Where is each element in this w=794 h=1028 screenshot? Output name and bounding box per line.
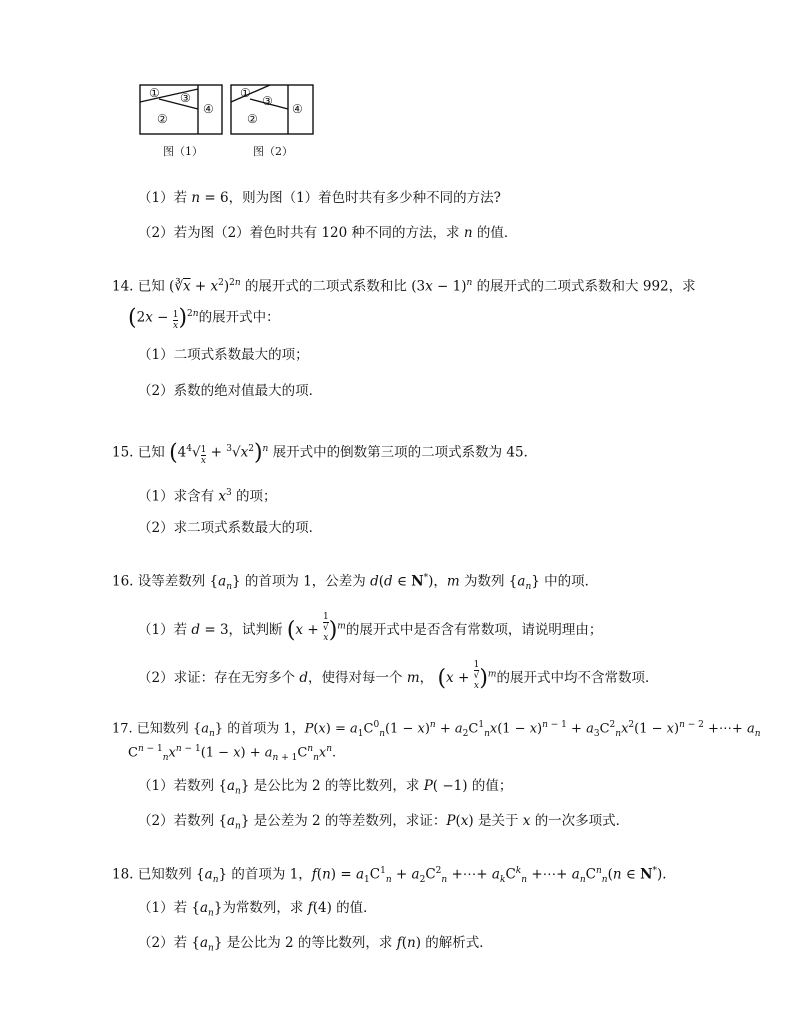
region-label-4: ④ xyxy=(203,102,214,116)
figure-2-caption: 图（2） xyxy=(253,145,293,158)
region-label-2b: ② xyxy=(247,112,258,126)
region-label-3b: ③ xyxy=(262,94,273,108)
figure-diagrams xyxy=(0,0,794,140)
region-label-4b: ④ xyxy=(292,102,303,116)
q17-part1: （1）若数列 $\{a_n\}$ 是公比为 2 的等比数列，求 P( −1) 的值； xyxy=(138,778,513,797)
q17-stem-line1: 17. 已知数列 $\{a_n\}$ 的首项为 1，$P(x) = a_1C^0_n(1 - x)^n + a_2C^1_nx(1 - x)^{n - 1} + a_3C^2_nx^2(1 - x)^{n - 2}$ +⋯+ $a_n$ xyxy=(112,720,761,739)
q16-stem: 16. 设等差数列 $\{a_n\}$ 的首项为 1，公差为 d(d ∈ N*)，m 为数列 $\{a_n\}$ 中的项． xyxy=(112,573,599,593)
q14-part1: （1）二项式系数最大的项； xyxy=(138,347,309,363)
region-label-1b: ① xyxy=(240,86,251,100)
q16-part1: （1）若 d = 3，试判断 (x + 1 √ x )$^m$的展开式中是否含有常数项，请说明理由； xyxy=(138,612,603,643)
region-label-2: ② xyxy=(157,112,168,126)
region-label-3: ③ xyxy=(180,91,191,105)
q14-stem-line1: 14. 已知 $(∛\overline{x} + x^2)^{2n}$ 的展开式的二项式系数和比 $(3x - 1)^n$ 的展开式的二项式系数和大 992，求 xyxy=(112,278,696,295)
q17-stem-line2: $C^{n - 1}_nx^{n - 1}(1 - x) + a_{n + 1}C^n_nx^n$. xyxy=(128,744,337,763)
q13-part2: （2）若为图（2）着色时共有 120 种不同的方法，求 n 的值． xyxy=(138,225,518,241)
q18-stem: 18. 已知数列 $\{a_n\}$ 的首项为 1，$f(n) = a_1C^1_n + a_2C^2_n$ +⋯+ $a_kC^k_n$ +⋯+ $a_nC^n_n(n$ ∈ N*). xyxy=(112,866,667,886)
q17-part2: （2）若数列 $\{a_n\}$ 是公差为 2 的等差数列，求证：P(x) 是关于 x 的一次多项式． xyxy=(138,813,630,832)
q13-part1: （1）若 n = 6，则为图（1）着色时共有多少种不同的方法? xyxy=(138,190,501,206)
region-label-1: ① xyxy=(149,86,160,100)
q18-part1: （1）若 $\{a_n\}$为常数列，求 f(4) 的值． xyxy=(138,900,377,919)
q15-part1: （1）求含有 $x^3$ 的项； xyxy=(138,488,277,505)
q15-part2: （2）求二项式系数最大的项． xyxy=(138,520,323,536)
q14-part2: （2）系数的绝对值最大的项． xyxy=(138,383,323,399)
figure-1-caption: 图（1） xyxy=(163,145,203,158)
q15-stem: 15. 已知 ($4^4√$ $\frac{1}{x}$ + $^3√x^2)^n$ 展开式中的倒数第三项的二项式系数为 45． xyxy=(112,440,538,466)
q14-stem-line2: (2x − $\frac{1}{x}$ )$^{2n}$的展开式中： xyxy=(128,305,280,331)
q16-part2: （2）求证：存在无穷多个 d，使得对每一个 m， (x + 1 √ x )$^m$的展开式中均不含常数项． xyxy=(138,660,659,691)
q18-part2: （2）若 $\{a_n\}$ 是公比为 2 的等比数列，求 f(n) 的解析式． xyxy=(138,935,493,954)
